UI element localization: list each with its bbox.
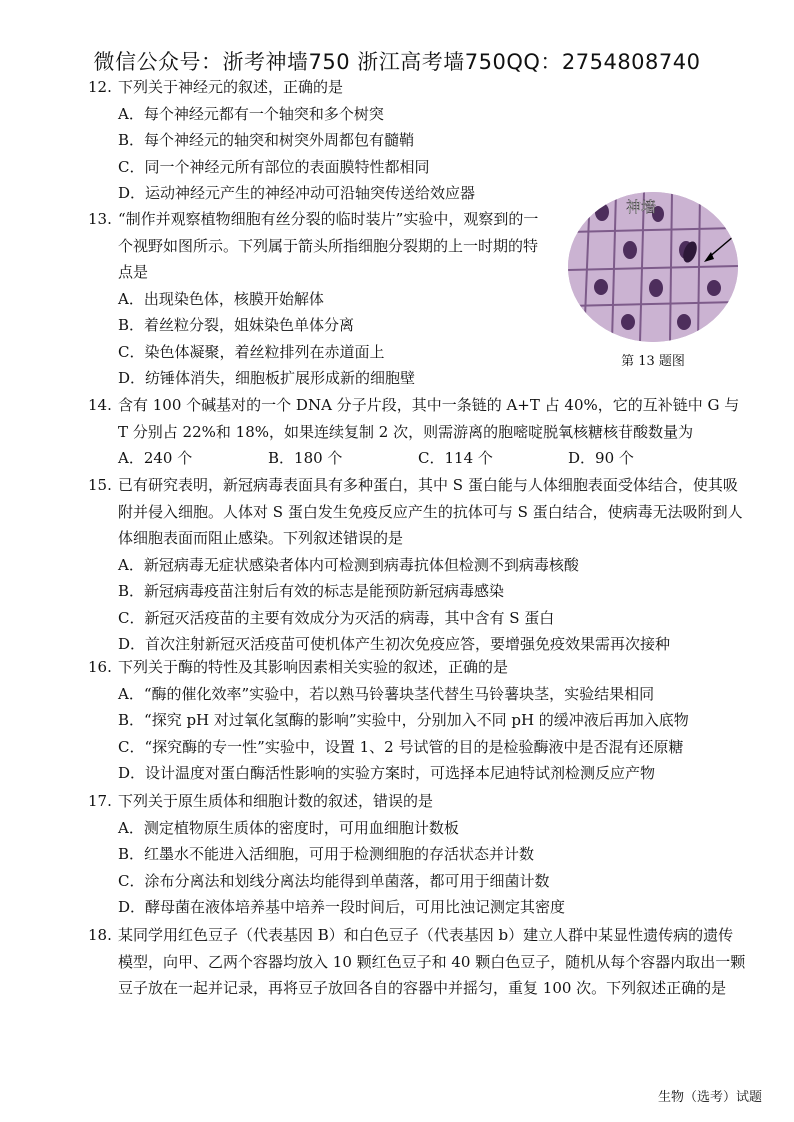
option-b: B．每个神经元的轴突和树突外周都包有髓鞘: [118, 131, 415, 149]
option-c: C．114 个: [418, 449, 493, 467]
question-stem: 下列关于原生质体和细胞计数的叙述，错误的是: [118, 792, 434, 810]
option-d: D．运动神经元产生的神经冲动可沿轴突传送给效应器: [118, 184, 476, 202]
figure-caption: 第 13 题图: [621, 354, 685, 369]
option-a: A．新冠病毒无症状感染者体内可检测到病毒抗体但检测不到病毒核酸: [118, 555, 579, 574]
question-number: 14.: [88, 396, 112, 414]
page-header-watermark: 微信公众号：浙考神墙750 浙江高考墙750QQ：2754808740: [93, 50, 701, 74]
page-footer: 生物（选考）试题: [657, 1090, 762, 1105]
question-stem: 含有 100 个碱基对的一个 DNA 分子片段，其中一条链的 A+T 占 40%，它的互补链中 G 与 T 分别占 22%和 18%，如果连续复制 2 次，则需游离的胞嘧啶脱氧核糖核苷酸数量为: [118, 396, 740, 441]
question-number: 18.: [88, 926, 112, 944]
question-15: [88, 472, 748, 658]
option-b: B．“探究 pH 对过氧化氢酶的影响”实验中，分别加入不同 pH 的缓冲液后再加入底物: [118, 711, 689, 729]
option-a: A．每个神经元都有一个轴突和多个树突: [118, 104, 384, 123]
option-b: B．红墨水不能进入活细胞，可用于检测细胞的存活状态并计数: [118, 845, 535, 863]
question-stem: “制作并观察植物细胞有丝分裂的临时装片”实验中，观察到的一个视野如图所示。下列属于箭头所指细胞分裂期的上一时期的特点是: [118, 210, 539, 281]
question-number: 17.: [88, 792, 112, 810]
option-c: C．涂布分离法和划线分离法均能得到单菌落，都可用于细菌计数: [118, 871, 550, 890]
question-stem: 下列关于酶的特性及其影响因素相关实验的叙述，正确的是: [118, 658, 509, 676]
question-stem: 某同学用红色豆子（代表基因 B）和白色豆子（代表基因 b）建立人群中某显性遗传病的遗传模型，向甲、乙两个容器均放入 10 颗红色豆子和 40 颗白色豆子，随机从每个容器内取出一颗豆子放在一起并记录，再将豆子放回各自的容器中并摇匀，重复 100 次。下列叙述正确的是: [118, 926, 746, 997]
option-a: A．出现染色体，核膜开始解体: [118, 289, 324, 308]
question-14: [88, 392, 748, 472]
question-number: 12.: [88, 78, 112, 96]
onion-root-cells-image: [568, 192, 738, 342]
option-a: A．测定植物原生质体的密度时，可用血细胞计数板: [118, 818, 459, 837]
question-12: [88, 74, 748, 207]
option-d: D．90 个: [568, 449, 634, 467]
option-c: C．染色体凝聚，着丝粒排列在赤道面上: [118, 342, 385, 361]
question-16: [88, 654, 748, 787]
question-number: 13.: [88, 210, 112, 228]
figure-watermark: 神墙: [626, 198, 657, 216]
figure-13: [568, 192, 738, 369]
option-b: B．180 个: [268, 449, 343, 467]
option-d: D．首次注射新冠灭活疫苗可使机体产生初次免疫应答，要增强免疫效果需再次接种: [118, 635, 671, 653]
option-d: D．酵母菌在液体培养基中培养一段时间后，可用比浊记测定其密度: [118, 898, 566, 916]
option-c: C．同一个神经元所有部位的表面膜特性都相同: [118, 157, 430, 176]
option-b: B．新冠病毒疫苗注射后有效的标志是能预防新冠病毒感染: [118, 582, 505, 600]
question-17: [88, 788, 748, 921]
option-a: A．“酶的催化效率”实验中，若以熟马铃薯块茎代替生马铃薯块茎，实验结果相同: [118, 684, 655, 703]
option-c: C．新冠灭活疫苗的主要有效成分为灭活的病毒，其中含有 S 蛋白: [118, 608, 555, 627]
option-d: D．设计温度对蛋白酶活性影响的实验方案时，可选择本尼迪特试剂检测反应产物: [118, 764, 656, 782]
question-stem: 下列关于神经元的叙述，正确的是: [118, 78, 344, 96]
question-stem: 已有研究表明，新冠病毒表面具有多种蛋白，其中 S 蛋白能与人体细胞表面受体结合，使其吸附并侵入细胞。人体对 S 蛋白发生免疫反应产生的抗体可与 S 蛋白结合，使病毒无法吸附到人体细胞表面而阻止感染。下列叙述错误的是: [118, 476, 743, 547]
option-b: B．着丝粒分裂，姐妹染色单体分离: [118, 316, 355, 334]
question-number: 15.: [88, 476, 112, 494]
question-18: [88, 922, 748, 1002]
option-c: C．“探究酶的专一性”实验中，设置 1、2 号试管的目的是检验酶液中是否混有还原糖: [118, 737, 684, 756]
option-d: D．纺锤体消失，细胞板扩展形成新的细胞壁: [118, 369, 416, 387]
question-13: [88, 206, 548, 392]
question-number: 16.: [88, 658, 112, 676]
option-a: A．240 个: [118, 449, 193, 467]
micrograph-image: [568, 192, 738, 342]
